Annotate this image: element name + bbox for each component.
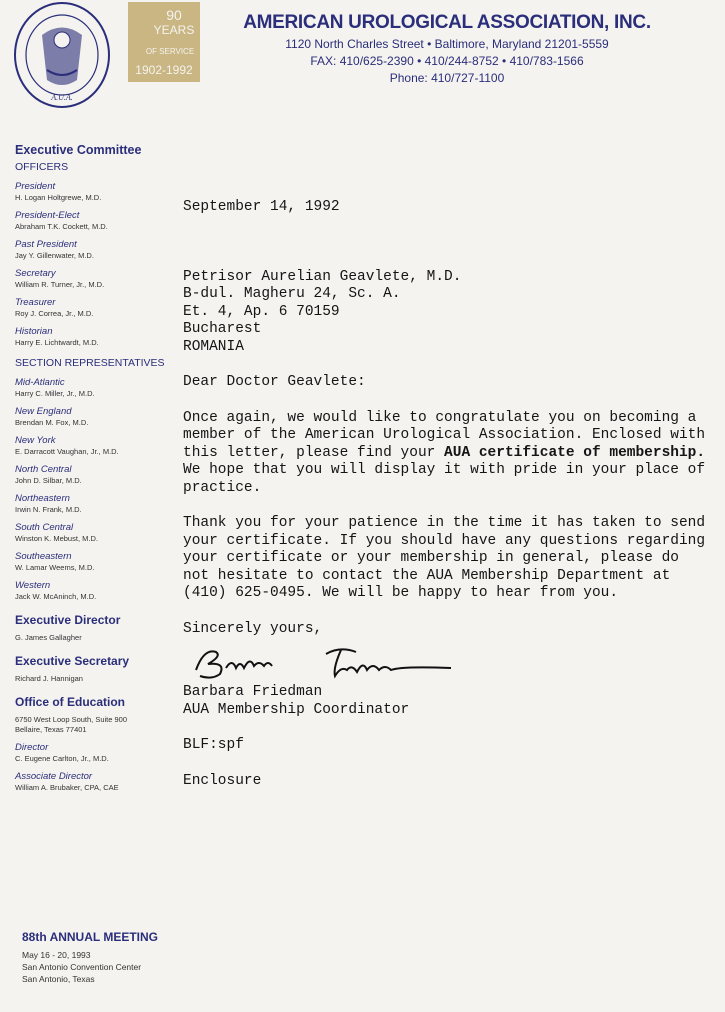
org-phone: Phone: 410/727-1100 [389, 71, 505, 85]
letter-body [183, 199, 713, 790]
section-rep-name: Jack W. McAninch, M.D. [15, 592, 97, 601]
paragraph-2: Thank you for your patience in the time it has taken to send your certificate. If you should have any questions regarding your certificate or your membership in general, please do not hesitate to contact the AUA Membership Department at (410) 625-0495. We will be happy to hear from you. [183, 515, 706, 601]
section-rep-name: Irwin N. Frank, M.D. [15, 505, 82, 514]
education-staff-role: Director [15, 742, 49, 753]
address-line: Petrisor Aurelian Geavlete, M.D. [183, 268, 462, 285]
officer-role: Historian [15, 326, 53, 337]
handwritten-signature [191, 640, 471, 684]
officer-role: President [15, 181, 56, 192]
svg-text:OF SERVICE: OF SERVICE [145, 47, 195, 56]
education-staff-role: Associate Director [15, 771, 93, 782]
section-rep-name: Brendan M. Fox, M.D. [15, 418, 89, 427]
enclosure-note: Enclosure [183, 772, 262, 789]
svg-text:A.U.A.: A.U.A. [51, 93, 73, 102]
officer-role: President-Elect [15, 210, 80, 221]
aua-seal-logo [12, 0, 112, 110]
reference-initials: BLF:spf [183, 737, 244, 753]
section-rep-name: Winston K. Mebust, M.D. [15, 534, 98, 543]
svg-text:YEARS: YEARS [153, 23, 195, 37]
letter-date: September 14, 1992 [183, 199, 340, 215]
officer-name: Harry E. Lichtwardt, M.D. [15, 338, 99, 347]
section-rep-role: Western [15, 580, 51, 591]
section-rep-name: John D. Silbar, M.D. [15, 476, 82, 485]
officer-name: Jay Y. Gillenwater, M.D. [15, 251, 94, 260]
meeting-title: 88th ANNUAL MEETING [22, 930, 159, 944]
meeting-dates: May 16 - 20, 1993 [22, 950, 91, 960]
education-label: Office of Education [15, 695, 126, 709]
letterhead [232, 12, 662, 85]
committee-heading: Executive Committee [15, 143, 142, 157]
officers-list [15, 181, 175, 347]
address-line: ROMANIA [183, 338, 244, 355]
section-rep-name: W. Lamar Weems, M.D. [15, 563, 95, 572]
address-line: Bucharest [183, 321, 262, 337]
address-line: Et. 4, Ap. 6 70159 [183, 303, 340, 320]
section-rep-role: North Central [15, 464, 72, 475]
org-fax: FAX: 410/625-2390 • 410/244-8752 • 410/783-1566 [310, 54, 584, 68]
section-rep-role: Mid-Atlantic [15, 377, 65, 388]
education-address-1: 6750 West Loop South, Suite 900 [15, 715, 128, 724]
section-rep-role: Southeastern [15, 551, 72, 562]
officer-name: William R. Turner, Jr., M.D. [15, 280, 105, 289]
address-line: B-dul. Magheru 24, Sc. A. [183, 286, 401, 302]
officer-name: Abraham T.K. Cockett, M.D. [15, 222, 108, 231]
section-rep-name: Harry C. Miller, Jr., M.D. [15, 389, 95, 398]
svg-text:90: 90 [166, 7, 182, 23]
section-rep-role: South Central [15, 522, 74, 533]
section-rep-name: E. Darracott Vaughan, Jr., M.D. [15, 447, 119, 456]
certificate-emphasis: AUA certificate of membership. [444, 444, 706, 461]
sidebar-committee [15, 142, 175, 792]
salutation: Dear Doctor Geavlete: [183, 374, 366, 390]
signer-title: AUA Membership Coordinator [183, 701, 410, 718]
officer-role: Secretary [15, 268, 56, 279]
officer-name: H. Logan Holtgrewe, M.D. [15, 193, 102, 202]
education-staff-list [15, 742, 175, 792]
education-staff-name: William A. Brubaker, CPA, CAE [15, 783, 119, 792]
recipient-address [183, 269, 713, 357]
svg-text:1902-1992: 1902-1992 [135, 63, 193, 77]
officer-role: Past President [15, 239, 77, 250]
signer-name: Barbara Friedman [183, 684, 323, 700]
org-address: 1120 North Charles Street • Baltimore, Maryland 21201-5559 [285, 37, 609, 51]
org-name: AMERICAN UROLOGICAL ASSOCIATION, INC. [243, 12, 651, 33]
sections-list [15, 377, 175, 601]
meeting-city: San Antonio, Texas [22, 974, 95, 984]
90-years-badge [128, 2, 200, 82]
meeting-venue: San Antonio Convention Center [22, 962, 142, 972]
exec-director-name: G. James Gallagher [15, 633, 82, 642]
education-staff-name: C. Eugene Carlton, Jr., M.D. [15, 754, 109, 763]
sections-label: SECTION REPRESENTATIVES [15, 357, 165, 369]
officers-label: OFFICERS [15, 161, 69, 173]
officer-role: Treasurer [15, 297, 56, 308]
section-rep-role: Northeastern [15, 493, 70, 504]
section-rep-role: New England [15, 406, 72, 417]
section-rep-role: New York [15, 435, 56, 446]
exec-secretary-label: Executive Secretary [15, 654, 130, 668]
education-address-2: Bellaire, Texas 77401 [15, 725, 87, 734]
exec-director-label: Executive Director [15, 613, 121, 627]
officer-name: Roy J. Correa, Jr., M.D. [15, 309, 94, 318]
exec-secretary-name: Richard J. Hannigan [15, 674, 83, 683]
closing: Sincerely yours, [183, 620, 323, 637]
paragraph-1: Once again, we would like to congratulate you on becoming a member of the American Urological Association. Enclosed with this letter, please find your AUA certificate of membership. We hope that you will display it with pride in your place of practice. [183, 409, 706, 496]
annual-meeting-footer [22, 930, 158, 984]
